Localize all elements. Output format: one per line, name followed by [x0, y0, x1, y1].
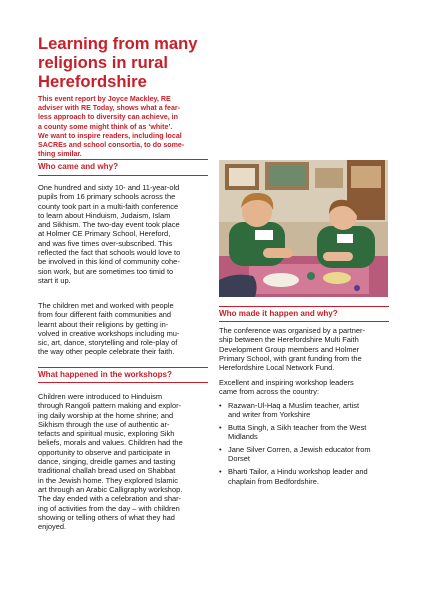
intro-line: This event report by Joyce Mackley, RE [38, 95, 171, 103]
text-line: Children were introduced to Hinduism [38, 392, 163, 401]
text-line: Jane Silver Corren, a Jewish educator from [228, 445, 371, 455]
text-line: The day ended with a celebration and shar- [38, 494, 182, 504]
text-line: Dorset [228, 454, 250, 464]
bullet-icon: • [219, 423, 222, 433]
text-line: through Rangoli pattern making and explor- [38, 401, 182, 411]
text-line: Development Group members and Holmer [219, 344, 360, 354]
heading-workshops: What happened in the workshops? [38, 370, 173, 379]
text-line: traditional challah bread used on Shabbat [38, 466, 176, 476]
children-at-table-illustration [219, 160, 388, 297]
intro-line: thing similar. [38, 150, 82, 159]
bullet-icon: • [219, 467, 222, 477]
paragraph-who-made-1 [219, 326, 365, 372]
text-line: Sikhism through the use of authentic ar- [38, 419, 170, 429]
text-line: One hundred and sixty 10- and 11-year-old [38, 183, 180, 192]
article-title [38, 34, 338, 91]
title-line: Herefordshire [38, 72, 147, 91]
bullet-icon: • [219, 445, 222, 455]
text-line: Bharti Tailor, a Hindu workshop leader and [228, 467, 368, 477]
text-line: at Holmer CE Primary School, Hereford, [38, 229, 171, 239]
text-line: the way other people celebrate their faith. [38, 347, 175, 357]
text-line: county took part in a multi-faith conference [38, 201, 179, 211]
title-line: religions in rural [38, 53, 169, 72]
text-line: and Sikhism. The two-day event took place [38, 220, 180, 230]
paragraph-workshops [38, 392, 183, 531]
list-item [219, 423, 419, 442]
intro-line: less approach to diversity can achieve, in [38, 113, 178, 122]
section-rule [38, 367, 208, 368]
paragraph-who-made-2 [219, 378, 354, 397]
intro-line: a county some might think of as ‘white’. [38, 122, 173, 131]
text-line: to learn about Hinduism, Judaism, Islam [38, 210, 171, 220]
text-line: Razwan-Ul-Haq a Muslim teacher, artist [228, 401, 360, 410]
text-line: learnt about their religions by getting in- [38, 319, 169, 329]
bullet-icon: • [219, 401, 222, 410]
text-line: The conference was organised by a partner- [219, 326, 365, 335]
text-line: and writer from Yorkshire [228, 410, 311, 420]
text-line: Midlands [228, 432, 258, 442]
text-line: from four different faith communities and [38, 310, 171, 320]
text-line: pupils from 16 primary schools across the [38, 192, 176, 202]
section-rule [219, 306, 389, 307]
text-line: ing of activities from the day – with children [38, 503, 180, 513]
text-line: reflected the fact that schools would love to [38, 248, 181, 258]
text-line: beliefs, morals and values. Children had the [38, 438, 183, 448]
text-line: enjoyed. [38, 522, 67, 532]
text-line: The children met and worked with people [38, 301, 174, 310]
heading-who-came: Who came and why? [38, 162, 119, 171]
text-line: dance, singing, dreidle games and tasting [38, 457, 176, 467]
text-line: chaplain from Bedfordshire. [228, 476, 319, 486]
intro-line: adviser with RE Today, shows what a fear- [38, 104, 181, 113]
text-line: be involved in this kind of community cohe- [38, 257, 180, 267]
workshop-photo [219, 160, 388, 297]
heading-who-made: Who made it happen and why? [219, 309, 338, 318]
paragraph-who-came-1 [38, 183, 180, 285]
text-line: in the Jewish home. They explored Islamic [38, 475, 179, 485]
text-line: opportunity to observe and participate in [38, 447, 171, 457]
section-rule [38, 382, 208, 383]
text-line: and was five times over-subscribed. This [38, 238, 173, 248]
paragraph-who-came-2 [38, 301, 179, 357]
text-line: came from across the country: [219, 387, 320, 397]
list-item [219, 401, 419, 420]
section-rule [38, 175, 208, 176]
title-line: Learning from many [38, 34, 198, 53]
section-rule [38, 159, 208, 160]
intro-standfirst [38, 95, 373, 159]
list-item [219, 467, 419, 486]
text-line: Primary School, with grant funding from the [219, 353, 362, 363]
text-line: showing or telling others of what they had [38, 512, 175, 522]
text-line: Butta Singh, a Sikh teacher from the West [228, 423, 367, 433]
intro-line: SACREs and school consortia, to do some- [38, 141, 185, 150]
text-line: Excellent and inspiring workshop leaders [219, 378, 354, 387]
text-line: sion work, but are sometimes too timid to [38, 266, 174, 276]
text-line: Herefordshire Local Network Fund. [219, 363, 335, 373]
list-item [219, 445, 419, 464]
text-line: art through an Arabic Calligraphy workshop. [38, 484, 183, 494]
intro-line: We want to inspire readers, including local [38, 131, 182, 140]
text-line: tefacts and spiritual music, exploring Sikh [38, 429, 175, 439]
text-line: ship between the Herefordshire Multi Faith [219, 335, 359, 345]
text-line: ing daily worship at the home shrine; and [38, 410, 174, 420]
text-line: sic, art, dance, storytelling and role-play of [38, 338, 178, 348]
text-line: volved in creative workshops including mu- [38, 328, 180, 338]
workshop-leaders-list [219, 401, 419, 489]
section-rule [219, 321, 389, 322]
text-line: start it up. [38, 275, 71, 285]
